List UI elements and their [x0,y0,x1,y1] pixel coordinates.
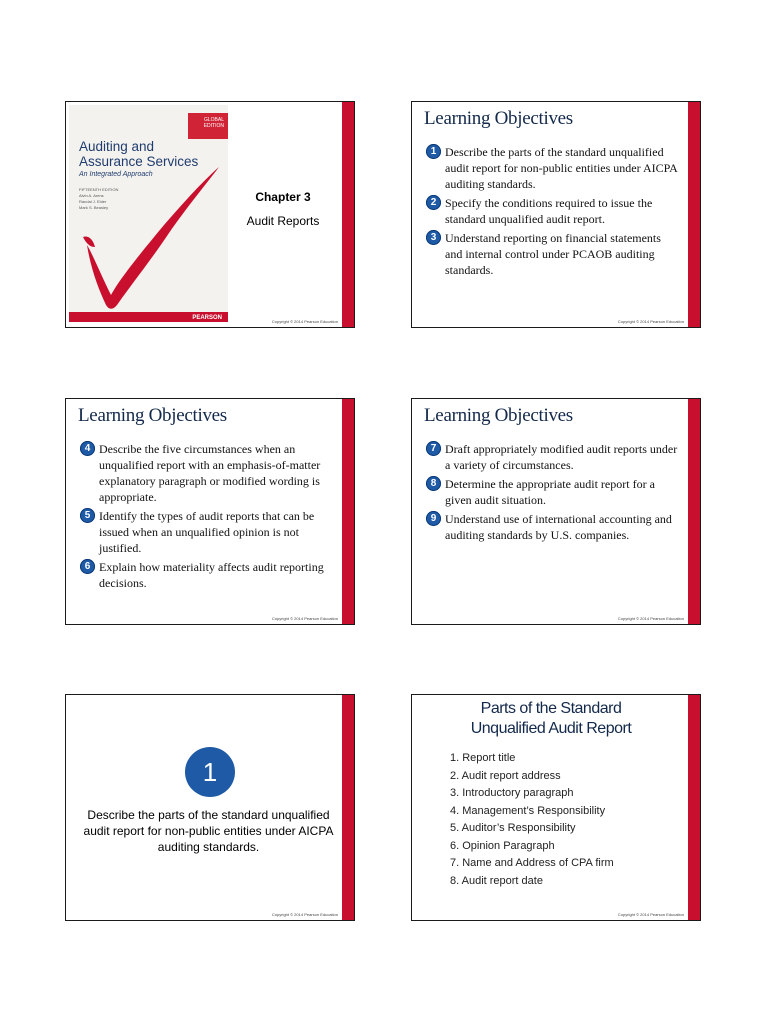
slide-title: Learning Objectives [424,405,573,426]
accent-bar [342,102,354,327]
objective-item [426,441,681,473]
accent-bar [342,399,354,624]
accent-bar [688,102,700,327]
objective-text: Specify the conditions required to issue the standard unqualified audit report. [445,196,653,226]
number-badge-icon: 8 [426,476,441,491]
chapter-topic: Audit Reports [246,214,320,228]
objective-text: Understand use of international accounting and auditing standards by U.S. companies. [445,512,672,542]
objective-text: Understand reporting on financial statements and internal control under PCAOB auditing standards. [445,231,661,277]
book-subtitle: An Integrated Approach [79,171,153,178]
objective-number-circle: 1 [185,747,235,797]
slide-title: Parts of the Standard Unqualified Audit Report [470,700,632,737]
objective-item [80,508,335,556]
list-item: 5. Auditor’s Responsibility [450,822,576,834]
number-badge-icon: 3 [426,230,441,245]
copyright: Copyright © 2014 Pearson Education [617,319,684,324]
slide-2 [411,101,701,328]
slide-1 [65,101,355,328]
publisher-logo: PEARSON [192,315,222,321]
list-item: 3. Introductory paragraph [450,787,574,799]
number-badge-icon: 2 [426,195,441,210]
objective-list [426,144,681,281]
number-badge-icon: 5 [80,508,95,523]
slide-title: Learning Objectives [424,108,573,129]
objective-list [426,441,681,546]
list-item: 1. Report title [450,752,516,764]
accent-bar [342,695,354,920]
book-cover-image [69,105,228,322]
slide-6 [411,694,701,921]
number-badge-icon: 6 [80,559,95,574]
list-item: 8. Audit report date [450,874,543,887]
report-parts-list [450,750,614,890]
copyright: Copyright © 2014 Pearson Education [271,616,338,621]
copyright: Copyright © 2014 Pearson Education [617,912,684,917]
copyright: Copyright © 2014 Pearson Education [271,912,338,917]
book-title: Auditing and Assurance Services [79,139,199,169]
objective-item [426,511,681,543]
objective-list [80,441,335,594]
objective-text: Determine the appropriate audit report for a given audit situation. [445,477,655,507]
number-badge-icon: 4 [80,441,95,456]
objective-item [80,441,335,505]
book-authors: FIFTEENTH EDITION Alvin A. Arens Randal J. Elder Mark S. Beasley [79,187,119,210]
objective-text: Identify the types of audit reports that can be issued when an unqualified opinion is not justified. [99,509,315,555]
slide-4 [411,398,701,625]
slide-title: Learning Objectives [78,405,227,426]
objective-description: Describe the parts of the standard unqualified audit report for non-public entities under AICPA auditing standards. [83,808,334,854]
copyright: Copyright © 2014 Pearson Education [617,616,684,621]
slide-5 [65,694,355,921]
objective-text: Explain how materiality affects audit reporting decisions. [99,560,324,590]
edition-badge: GLOBAL EDITION [188,113,228,139]
objective-item [80,559,335,591]
red-checkmark-icon [69,105,228,322]
number-badge-icon: 1 [426,144,441,159]
list-item: 4. Management’s Responsibility [450,804,606,817]
list-item: 2. Audit report address [450,769,561,782]
objective-item [426,144,681,192]
objective-text: Describe the five circumstances when an unqualified report with an emphasis-of-matter explanatory paragraph or modified wording is appropriate. [99,442,321,504]
slide-3 [65,398,355,625]
objective-item [426,476,681,508]
copyright: Copyright © 2014 Pearson Education [271,319,338,324]
objective-text: Describe the parts of the standard unqualified audit report for non-public entities under AICPA auditing standards. [445,145,678,191]
number-badge-icon: 9 [426,511,441,526]
objective-text: Draft appropriately modified audit reports under a variety of circumstances. [445,442,678,472]
list-item: 7. Name and Address of CPA firm [450,857,614,869]
objective-item [426,230,681,278]
objective-item [426,195,681,227]
chapter-label: Chapter 3 [255,190,311,204]
accent-bar [688,399,700,624]
number-badge-icon: 7 [426,441,441,456]
list-item: 6. Opinion Paragraph [450,839,555,852]
accent-bar [688,695,700,920]
